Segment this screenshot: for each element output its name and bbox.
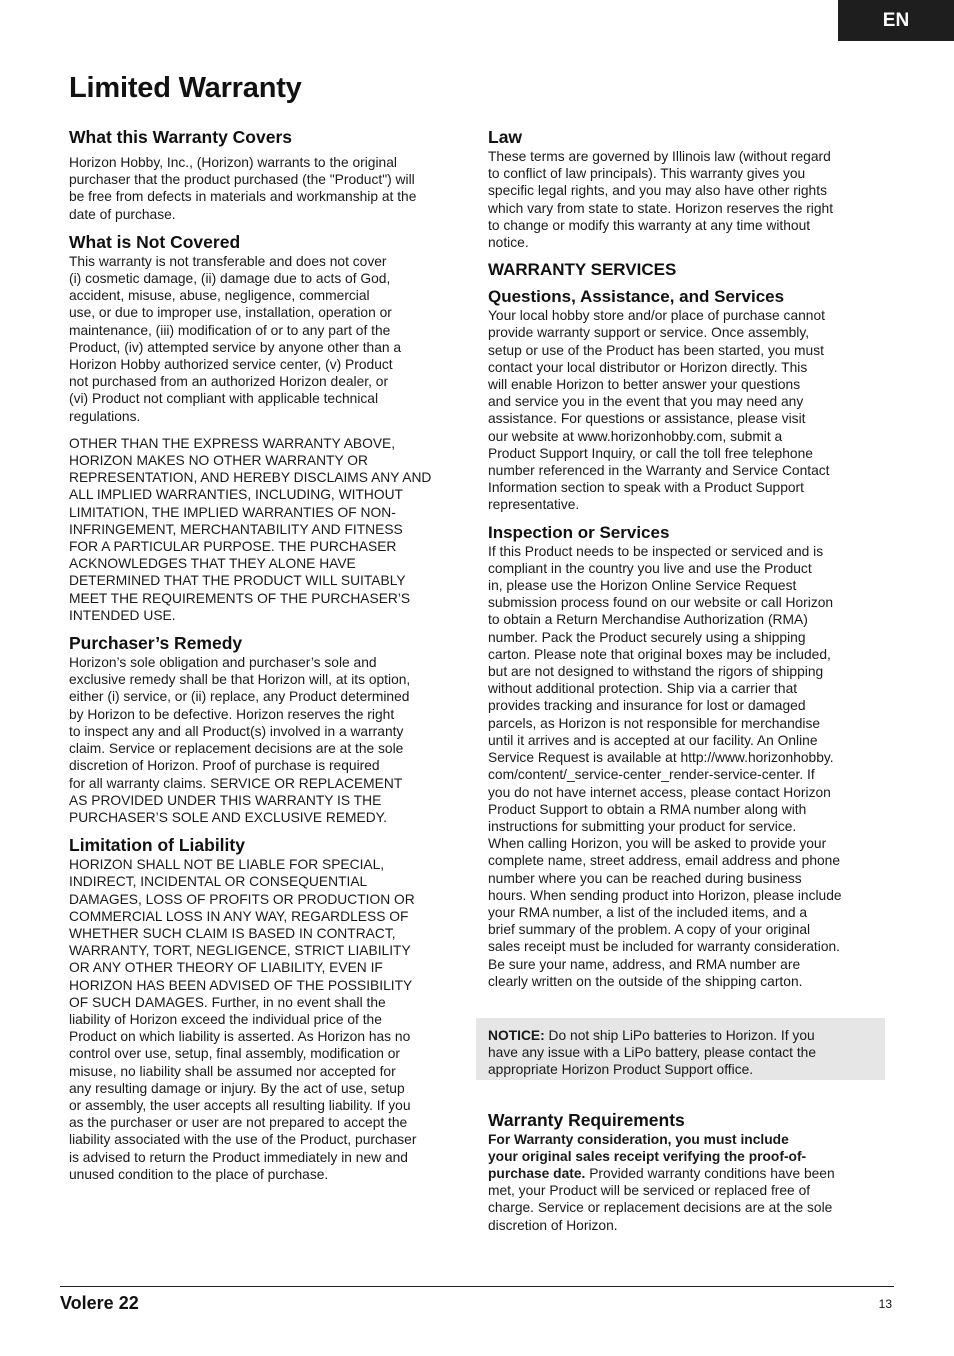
- text-warranty-covers: Horizon Hobby, Inc., (Horizon) warrants to the original purchaser that the product purchased (the "Product") will be free from defects in materials and workmanship at the date of purchase.: [69, 155, 417, 222]
- notice-text: Do not ship LiPo batteries to Horizon. If you have any issue with a LiPo battery, please contact the appropriate Horizon Product Support office.: [488, 1027, 816, 1078]
- heading-warranty-services: WARRANTY SERVICES: [488, 260, 677, 280]
- notice-box: [476, 1018, 885, 1080]
- notice-paragraph: [488, 1027, 885, 1079]
- text-purchasers-remedy: Horizon’s sole obligation and purchaser’s sole and exclusive remedy shall be that Horizon will, at its option, either (i) service, or (ii) replace, any Product determined by Horizon to be defective. Horizon reserves the right to inspect any and all Product(s) involved in a warranty claim. Service or replacement decisions are at the sole discretion of Horizon. Proof of purchase is required for all warranty claims. SERVICE OR REPLACEMENT AS PROVIDED UNDER THIS WARRANTY IS THE PURCHASER’S SOLE AND EXCLUSIVE REMEDY.: [69, 655, 411, 825]
- page-title: Limited Warranty: [69, 72, 302, 104]
- text-law: These terms are governed by Illinois law (without regard to conflict of law principals). This warranty gives you specific legal rights, and you may also have other rights which vary from state to state. Horizon reserves the right to change or modify this warranty at any time without notice.: [488, 149, 834, 251]
- heading-limitation-liability: Limitation of Liability: [69, 835, 245, 856]
- footer-model-name: Volere 22: [60, 1293, 139, 1313]
- heading-law: Law: [488, 127, 523, 147]
- heading-questions-assistance: Questions, Assistance, and Services: [488, 287, 785, 307]
- text-warranty-requirements: [488, 1131, 886, 1234]
- text-limitation-liability: HORIZON SHALL NOT BE LIABLE FOR SPECIAL, INDIRECT, INCIDENTAL OR CONSEQUENTIAL DAMAGES, LOSS OF PROFITS OR PRODUCTION OR COMMERCIAL LOSS IN ANY WAY, REGARDLESS OF WHETHER SUCH CLAIM IS BASED IN CONTRACT, WARRANTY, TORT, NEGLIGENCE, STRICT LIABILITY OR ANY OTHER THEORY OF LIABILITY, EVEN IF HORIZON HAS BEEN ADVISED OF THE POSSIBILITY OF SUCH DAMAGES. Further, in no event shall the liability of Horizon exceed the individual price of the Product on which liability is asserted. As Horizon has no control over use, setup, final assembly, modification or misuse, no liability shall be assumed nor accepted for any resulting damage or injury. By the act of use, setup or assembly, the user accepts all resulting liability. If you as the purchaser or user are not prepared to accept the liability associated with the use of the Product, purchaser is advised to return the Product immediately in new and unused condition to the place of purchase.: [69, 857, 417, 1182]
- left-column: [69, 126, 467, 1183]
- heading-purchasers-remedy: Purchaser’s Remedy: [69, 633, 243, 654]
- footer-divider: [60, 1286, 894, 1287]
- text-questions-assistance: Your local hobby store and/or place of purchase cannot provide warranty support or service. Once assembly, setup or use of the Product has been started, you must contact your local distributor or Horizon directly. This will enable Horizon to better answer your questions and service you in the event that you may need any assistance. For questions or assistance, please visit our website at www.horizonhobby.com, submit a Product Support Inquiry, or call the toll free telephone number referenced in the Warranty and Service Contact Information section to speak with a Product Support representative.: [488, 308, 830, 513]
- heading-warranty-requirements: Warranty Requirements: [488, 1109, 685, 1130]
- text-not-covered: This warranty is not transferable and does not cover (i) cosmetic damage, (ii) damage due to acts of God, accident, misuse, abuse, negligence, commercial use, or due to improper use, installation, operation or maintenance, (iii) modification of or to any part of the Product, (iv) attempted service by anyone other than a Horizon Hobby authorized service center, (v) Product not purchased from an authorized Horizon dealer, or (vi) Product not compliant with applicable technical regulations.: [69, 253, 402, 424]
- heading-not-covered: What is Not Covered: [69, 231, 241, 252]
- requirements-bold: For Warranty consideration, you must include your original sales receipt verifying the proof-of- purchase date.: [488, 1131, 807, 1181]
- text-inspection-services: If this Product needs to be inspected or serviced and is compliant in the country you live and use the Product in, please use the Horizon Online Service Request submission process found on our website or call Horizon to obtain a Return Merchandise Authorization (RMA) number. Pack the Product securely using a shipping carton. Please note that original boxes may be included, but are not designed to withstand the rigors of shipping without additional protection. Ship via a carrier that provides tracking and insurance for lost or damaged parcels, as Horizon is not responsible for merchandise until it arrives and is accepted at our facility. An Online Service Request is available at http://www.horizonhobby. com/content/_service-center_render-service-center. If you do not have internet access, please contact Horizon Product Support to obtain a RMA number along with instructions for submitting your product for service. When calling Horizon, you will be asked to provide your complete name, street address, email address and phone number where you can be reached during business hours. When sending product into Horizon, please include your RMA number, a list of the included items, and a brief summary of the problem. A copy of your original sales receipt must be included for warranty consideration. Be sure your name, address, and RMA number are clearly written on the outside of the shipping carton.: [488, 543, 842, 989]
- right-column: [488, 126, 886, 1234]
- heading-inspection-services: Inspection or Services: [488, 522, 670, 542]
- notice-label: NOTICE:: [488, 1027, 545, 1043]
- language-tab: EN: [838, 0, 954, 41]
- text-disclaimer: OTHER THAN THE EXPRESS WARRANTY ABOVE, HORIZON MAKES NO OTHER WARRANTY OR REPRESENTATION, AND HEREBY DISCLAIMS ANY AND ALL IMPLIED WARRANTIES, INCLUDING, WITHOUT LIMITATION, THE IMPLIED WARRANTIES OF NON- INFRINGEMENT, MERCHANTABILITY AND FITNESS FOR A PARTICULAR PURPOSE. THE PURCHASER ACKNOWLEDGES THAT THEY ALONE HAVE DETERMINED THAT THE PRODUCT WILL SUITABLY MEET THE REQUIREMENTS OF THE PURCHASER’S INTENDED USE.: [69, 435, 432, 623]
- page-number: 13: [878, 1297, 892, 1311]
- requirements-text: Provided warranty conditions have been met, your Product will be serviced or replaced free of charge. Service or replacement decisions are at the sole discretion of Horizon.: [488, 1165, 835, 1233]
- heading-warranty-covers: What this Warranty Covers: [69, 127, 293, 147]
